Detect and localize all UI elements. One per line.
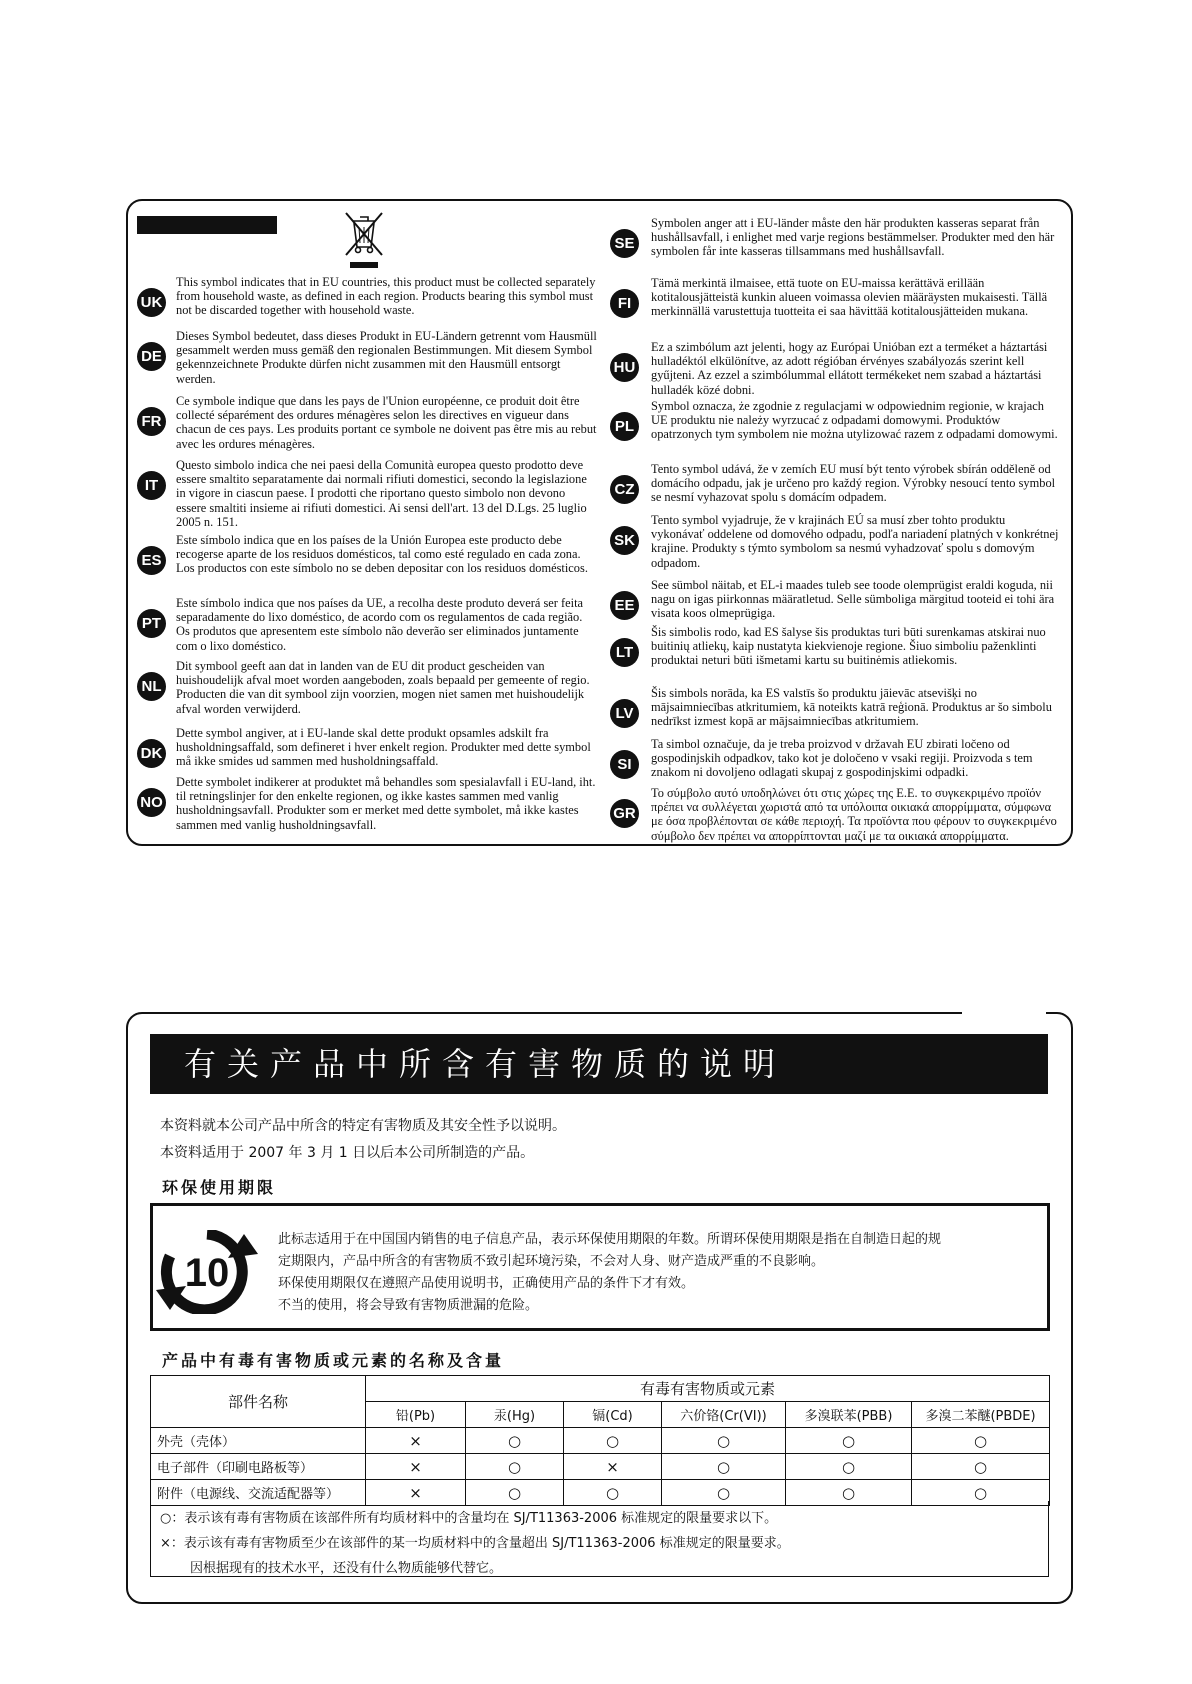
- intro-line: 本资料就本公司产品中所含的特定有害物质及其安全性予以说明。: [160, 1118, 566, 1134]
- language-badge-fr: FR: [137, 407, 166, 436]
- language-paragraph-hu: Ez a szimbólum azt jelenti, hogy az Európai Unióban ezt a terméket a háztartási hulladéktól elkülönítve, az adott régióban érvényes szabályozás szerint kell gyűjteni. Az ezzel a szimbólummal ellátott termékeket nem szabad a háztartási hulladék közé dobni.: [651, 340, 1048, 397]
- language-paragraph-no: Dette symbolet indikerer at produktet må behandles som spesialavfall i EU-land, iht. til retningslinjer for den enkelte regionen, og ikke kastes sammen med vanlig husholdningsavfall. Produkter som er merket med dette symbolet, må ikke kastes sammen med vanlig husholdningsavfall.: [176, 775, 596, 832]
- column-header: 多溴联苯(PBB): [786, 1402, 912, 1428]
- language-paragraph-se: Symbolen anger att i EU-länder måste den här produkten kasseras separat från hushållsavfall, i enlighet med varje regions bestämmelser. Produkter med den här symbolen får inte kasseras tillsammans med hushållsavfall.: [651, 216, 1055, 259]
- part-name-header: 部件名称: [151, 1376, 366, 1428]
- language-paragraph-it: Questo simbolo indica che nei paesi della Comunità europea questo prodotto deve essere smaltito separatamente dai normali rifiuti domestici, secondo la legislazione in vigore in ciascun paese. I prodotti che riportano questo simbolo non devono essere smaltiti insieme ai rifiuti domestici. Ai sensi dell'art. 13 del D.Lgs. 25 luglio 2005 n. 151.: [176, 458, 587, 529]
- page-title: 有关产品中所含有害物质的说明: [184, 1045, 787, 1083]
- language-paragraph-uk: This symbol indicates that in EU countries, this product must be collected separately from household waste, as defined in each region. Products bearing this symbol must not be discarded together with household waste.: [176, 275, 596, 318]
- language-badge-it: IT: [137, 471, 166, 500]
- substance-group-header: 有毒有害物质或元素: [366, 1376, 1050, 1402]
- language-badge-uk: UK: [137, 288, 166, 317]
- environmental-protection-period-10-icon: [152, 1230, 262, 1314]
- mark-cell: ○: [662, 1480, 786, 1506]
- mark-cell: ○: [786, 1428, 912, 1454]
- mark-cell: ×: [366, 1480, 466, 1506]
- period-text-line: 定期限内，产品中所含的有害物质不致引起环境污染，不会对人身、财产造成严重的不良影响。: [278, 1254, 825, 1269]
- mark-cell: ×: [366, 1428, 466, 1454]
- substance-table: [150, 1375, 1050, 1506]
- mark-cell: ○: [662, 1428, 786, 1454]
- language-paragraph-nl: Dit symbool geeft aan dat in landen van de EU dit product gescheiden van huishoudelijk afval moet worden aangeboden, zoals bepaald per gemeente of regio. Producten die van dit symbool zijn voorzien, mogen niet samen met huishoudelijk afval worden verwijderd.: [176, 659, 590, 716]
- language-paragraph-sk: Tento symbol vyjadruje, že v krajinách EÚ sa musí zber tohto produktu vykonávať oddelene od domového odpadu, podľa nariadení platných v konkrétnej krajine. Produkty s týmto symbolom sa nesmú vyhadzovať spolu s domovým odpadom.: [651, 513, 1059, 570]
- language-paragraph-de: Dieses Symbol bedeutet, dass dieses Produkt in EU-Ländern getrennt vom Hausmüll gesammelt werden muss gemäß den regionalen Bestimmungen. Mit diesem Symbol gekennzeichnete Produkte dürfen nicht zusammen mit den Hausmüll entsorgt werden.: [176, 329, 597, 386]
- section-heading-table: 产品中有毒有害物质或元素的名称及含量: [162, 1351, 505, 1370]
- crossed-out-wheelie-bin-icon: [342, 207, 386, 269]
- period-text-line: 此标志适用于在中国国内销售的电子信息产品，表示环保使用期限的年数。所谓环保使用期限是指在自制造日起的规: [278, 1232, 942, 1247]
- note-line: ○：表示该有毒有害物质在该部件所有均质材料中的含量均在 SJ/T11363-2006 标准规定的限量要求以下。: [160, 1511, 778, 1526]
- language-badge-si: SI: [610, 750, 639, 779]
- mark-cell: ○: [564, 1428, 662, 1454]
- note-line: ×：表示该有毒有害物质至少在该部件的某一均质材料中的含量超出 SJ/T11363-2006 标准规定的限量要求。: [160, 1536, 790, 1551]
- title-bar: [150, 1034, 1048, 1094]
- language-badge-pl: PL: [610, 412, 639, 441]
- period-text-line: 环保使用期限仅在遵照产品使用说明书，正确使用产品的条件下才有效。: [278, 1276, 695, 1291]
- column-header: 六价铬(Cr(VI)): [662, 1402, 786, 1428]
- period-text-line: 不当的使用，将会导致有害物质泄漏的危险。: [278, 1298, 539, 1313]
- language-badge-pt: PT: [137, 609, 166, 638]
- language-badge-de: DE: [137, 342, 166, 371]
- language-paragraph-lv: Šis simbols norāda, ka ES valstīs šo produktu jāievāc atsevišķi no mājsaimniecības atkritumiem, kā noteikts katrā reģionā. Produktus ar šo simbolu nedrīkst izmest kopā ar mājsaimniecības atkritumiem.: [651, 686, 1052, 729]
- column-header: 多溴二苯醚(PBDE): [912, 1402, 1050, 1428]
- language-badge-dk: DK: [137, 739, 166, 768]
- mark-cell: ○: [912, 1480, 1050, 1506]
- language-badge-nl: NL: [137, 672, 166, 701]
- language-paragraph-cz: Tento symbol udává, že v zemích EU musí být tento výrobek sbírán odděleně od domácího odpadu, jak je určeno pro každý region. Výrobky nesoucí tento symbol se nesmí vyhazovat spolu s domácím odpadem.: [651, 462, 1056, 505]
- mark-cell: ○: [786, 1480, 912, 1506]
- mark-cell: ○: [786, 1454, 912, 1480]
- language-paragraph-ee: See sümbol näitab, et EL-i maades tuleb see toode olemprügist eraldi koguda, nii nagu on igas piirkonnas määratletud. Selle sümboliga märgitud tooteid ei tohi ära visata koos olmeprügiga.: [651, 578, 1055, 621]
- language-paragraph-lt: Šis simbolis rodo, kad ES šalyse šis produktas turi būti surenkamas atskirai nuo buitinių atliekų, kaip nustatyta kiekvienoje regione. Šiuo simboliu paženklinti produktai neturi būti išmetami kartu su buitinėmis atliekomis.: [651, 625, 1046, 668]
- language-badge-no: NO: [137, 788, 166, 817]
- black-label-bar: [137, 216, 277, 234]
- mark-cell: ○: [912, 1428, 1050, 1454]
- part-name-cell: 电子部件（印刷电路板等）: [151, 1454, 366, 1480]
- column-header: 汞(Hg): [466, 1402, 564, 1428]
- mark-cell: ○: [662, 1454, 786, 1480]
- language-paragraph-si: Ta simbol označuje, da je treba proizvod v državah EU zbirati ločeno od gospodinjskih odpadkov, tako kot je določeno v vsaki regiji. Proizvoda s tem znakom ni dovoljeno odlagati skupaj z gospodinjskimi odpadki.: [651, 737, 1033, 780]
- language-badge-sk: SK: [610, 526, 639, 555]
- mark-cell: ○: [912, 1454, 1050, 1480]
- section-heading-period: 环保使用期限: [162, 1178, 277, 1197]
- mark-cell: ○: [466, 1480, 564, 1506]
- language-badge-lv: LV: [610, 699, 639, 728]
- language-badge-gr: GR: [610, 799, 639, 828]
- language-paragraph-pt: Este símbolo indica que nos países da UE, a recolha deste produto deverá ser feita separadamente do lixo doméstico, de acordo com os regulamentos de cada região. Os produtos que apresentem este símbolo não deverão ser eliminados juntamente com o lixo doméstico.: [176, 596, 584, 653]
- language-badge-fi: FI: [610, 289, 639, 318]
- mark-cell: ○: [466, 1454, 564, 1480]
- language-paragraph-pl: Symbol oznacza, że zgodnie z regulacjami w odpowiednim regionie, w krajach UE produktu nie należy wyrzucać z odpadami domowymi. Produktów opatrzonych tym symbolem nie można utylizować razem z odpadami domowymi.: [651, 399, 1058, 442]
- language-badge-se: SE: [610, 229, 639, 258]
- mark-cell: ×: [366, 1454, 466, 1480]
- language-badge-lt: LT: [610, 638, 639, 667]
- part-name-cell: 外壳（壳体）: [151, 1428, 366, 1454]
- table-row: [151, 1428, 1050, 1454]
- intro-line: 本资料适用于 2007 年 3 月 1 日以后本公司所制造的产品。: [160, 1145, 535, 1161]
- column-header: 镉(Cd): [564, 1402, 662, 1428]
- language-badge-es: ES: [137, 546, 166, 575]
- language-badge-ee: EE: [610, 591, 639, 620]
- language-paragraph-es: Este símbolo indica que en los países de la Unión Europea este producto debe recogerse aparte de los residuos domésticos, tal como esté regulado en cada zona. Los productos con este símbolo no se deben depositar con los residuos domésticos.: [176, 533, 588, 576]
- table-row: [151, 1454, 1050, 1480]
- language-paragraph-fi: Tämä merkintä ilmaisee, että tuote on EU-maissa kerättävä erillään kotitalousjätteistä kunkin alueen voimassa olevien määräysten mukaisesti. Tällä merkinnällä varustettuja tuotteita ei saa hävittää kotitalousjätteiden mukana.: [651, 276, 1048, 319]
- language-paragraph-dk: Dette symbol angiver, at i EU-lande skal dette produkt opsamles adskilt fra husholdningsaffald, som defineret i hver enkelt region. Produkter med dette symbol må ikke smides ud sammen med husholdningsaffald.: [176, 726, 591, 769]
- note-line: 因根据现有的技术水平，还没有什么物质能够代替它。: [190, 1561, 503, 1576]
- mark-cell: ○: [466, 1428, 564, 1454]
- language-paragraph-fr: Ce symbole indique que dans les pays de l'Union européenne, ce produit doit être collecté séparément des ordures ménagères selon les directives en vigueur dans chacun de ces pays. Les produits portant ce symbole ne doivent pas être mis au rebut avec les ordures ménagères.: [176, 394, 597, 451]
- language-badge-hu: HU: [610, 353, 639, 382]
- language-paragraph-gr: Το σύμβολο αυτό υποδηλώνει ότι στις χώρες της Ε.Ε. το συγκεκριμένο προϊόν πρέπει να συλλέγεται χωριστά από τα υπόλοιπα οικιακά απορρίμματα, σύμφωνα με όσα προβλέπονται σε κάθε περιοχή. Τα προϊόντα που φέρουν το συγκεκριμένο σύμβολο δεν πρέπει να απορρίπτονται μαζί με τα οικιακά απορρίμματα.: [651, 786, 1057, 843]
- part-name-cell: 附件（电源线、交流适配器等）: [151, 1480, 366, 1506]
- mark-cell: ○: [564, 1480, 662, 1506]
- period-logo-number: 10: [184, 1251, 230, 1295]
- border-gap: [962, 1005, 1046, 1019]
- column-header: 铅(Pb): [366, 1402, 466, 1428]
- mark-cell: ×: [564, 1454, 662, 1480]
- language-badge-cz: CZ: [610, 475, 639, 504]
